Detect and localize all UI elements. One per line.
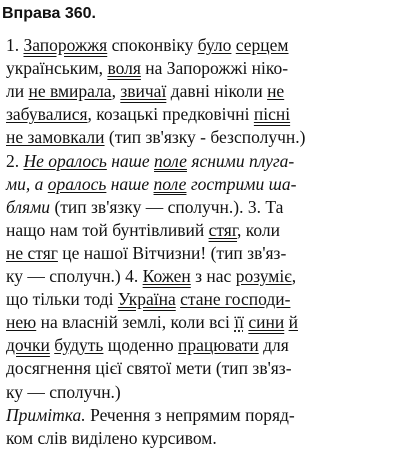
text-segment: ку — сполучн.) (6, 381, 121, 402)
text-line (6, 196, 396, 218)
text-segment: стане господи- (180, 289, 291, 310)
text-segment: сини (248, 312, 285, 333)
text-segment: , козацькі предковічні (87, 104, 254, 125)
text-segment: 2. (6, 150, 24, 171)
text-segment: поле (153, 173, 187, 194)
text-segment: Кожен (142, 266, 191, 286)
text-segment: її (234, 312, 244, 333)
text-segment: серцем (235, 35, 289, 55)
text-segment: для (258, 335, 289, 356)
text-segment: забувалися (6, 104, 88, 125)
text-segment: , (291, 266, 297, 286)
text-segment: не замовкали (6, 127, 105, 148)
text-segment: звичаї (120, 81, 167, 102)
text-segment: на власній землі, коли всі (36, 312, 235, 333)
text-segment: з нас (190, 266, 236, 286)
text-segment: не (267, 81, 285, 102)
text-line (6, 265, 396, 287)
text-segment: й (288, 312, 298, 333)
text-line (6, 311, 396, 333)
text-segment: ми, а (6, 173, 48, 194)
text-segment: , (111, 81, 121, 102)
text-segment: Речення з непрямим поряд- (85, 404, 295, 425)
text-line (6, 57, 396, 79)
text-segment: наше (106, 150, 155, 171)
text-segment: давні ніколи (166, 81, 268, 102)
text-line (6, 381, 396, 403)
text-segment: споконвіку (107, 35, 198, 55)
text-segment: , коли (237, 219, 281, 240)
text-line (6, 173, 396, 195)
text-line (6, 219, 396, 241)
text-segment: 1. (6, 35, 24, 55)
text-segment: щоденно (103, 335, 179, 356)
text-segment: пісні (253, 104, 291, 125)
text-segment: Запорожжя (23, 35, 108, 55)
text-segment: що тільки тоді (6, 289, 118, 310)
text-segment: розуміє (235, 266, 292, 286)
text-segment: працювати (178, 335, 259, 356)
text-segment: не вмирала (28, 81, 112, 102)
text-segment: нею (6, 312, 37, 333)
text-segment: ясними плуга- (186, 150, 295, 171)
text-segment: наше (106, 173, 154, 194)
text-segment: оралось (47, 173, 107, 194)
text-segment: гострими ша- (186, 173, 297, 194)
text-line (6, 242, 396, 264)
text-segment: Україна (117, 289, 176, 310)
text-segment: будуть (54, 335, 104, 356)
text-segment: Примітка. (6, 404, 86, 425)
text-segment: ли (6, 81, 29, 102)
text-line (6, 103, 396, 125)
text-segment: Не оралось (23, 150, 107, 171)
text-segment: (тип зв'язку - безсполучн.) (104, 127, 306, 148)
text-line (6, 427, 396, 449)
text-line (6, 150, 396, 172)
text-segment: на Запорожжі ніко- (140, 58, 289, 79)
text-line (6, 126, 396, 148)
text-line (6, 288, 396, 310)
text-segment: поле (154, 150, 187, 171)
text-segment: стяг (208, 219, 238, 240)
text-line (6, 34, 396, 56)
text-segment: українським, (6, 58, 108, 79)
text-line (6, 80, 396, 102)
text-segment: нащо нам той бунтівливий (6, 219, 209, 240)
text-line (6, 357, 396, 379)
text-segment: ку — сполучн.) 4. (6, 266, 143, 286)
text-segment: (тип зв'язку — сполучн.). 3. Та (50, 196, 284, 217)
text-segment: було (197, 35, 232, 55)
text-segment: досягнення цієї святої мети (тип зв'яз- (6, 358, 292, 379)
text-segment: дочки (6, 335, 50, 356)
text-segment: воля (107, 58, 141, 79)
text-segment: блями (6, 196, 51, 217)
exercise-title: Вправа 360. (2, 5, 96, 22)
text-line (6, 404, 396, 426)
text-segment: це нашої Вітчизни! (тип зв'яз- (57, 242, 287, 263)
text-segment: не стяг (6, 242, 58, 263)
text-line (6, 334, 396, 356)
text-segment: ком слів виділено курсивом. (6, 427, 217, 448)
